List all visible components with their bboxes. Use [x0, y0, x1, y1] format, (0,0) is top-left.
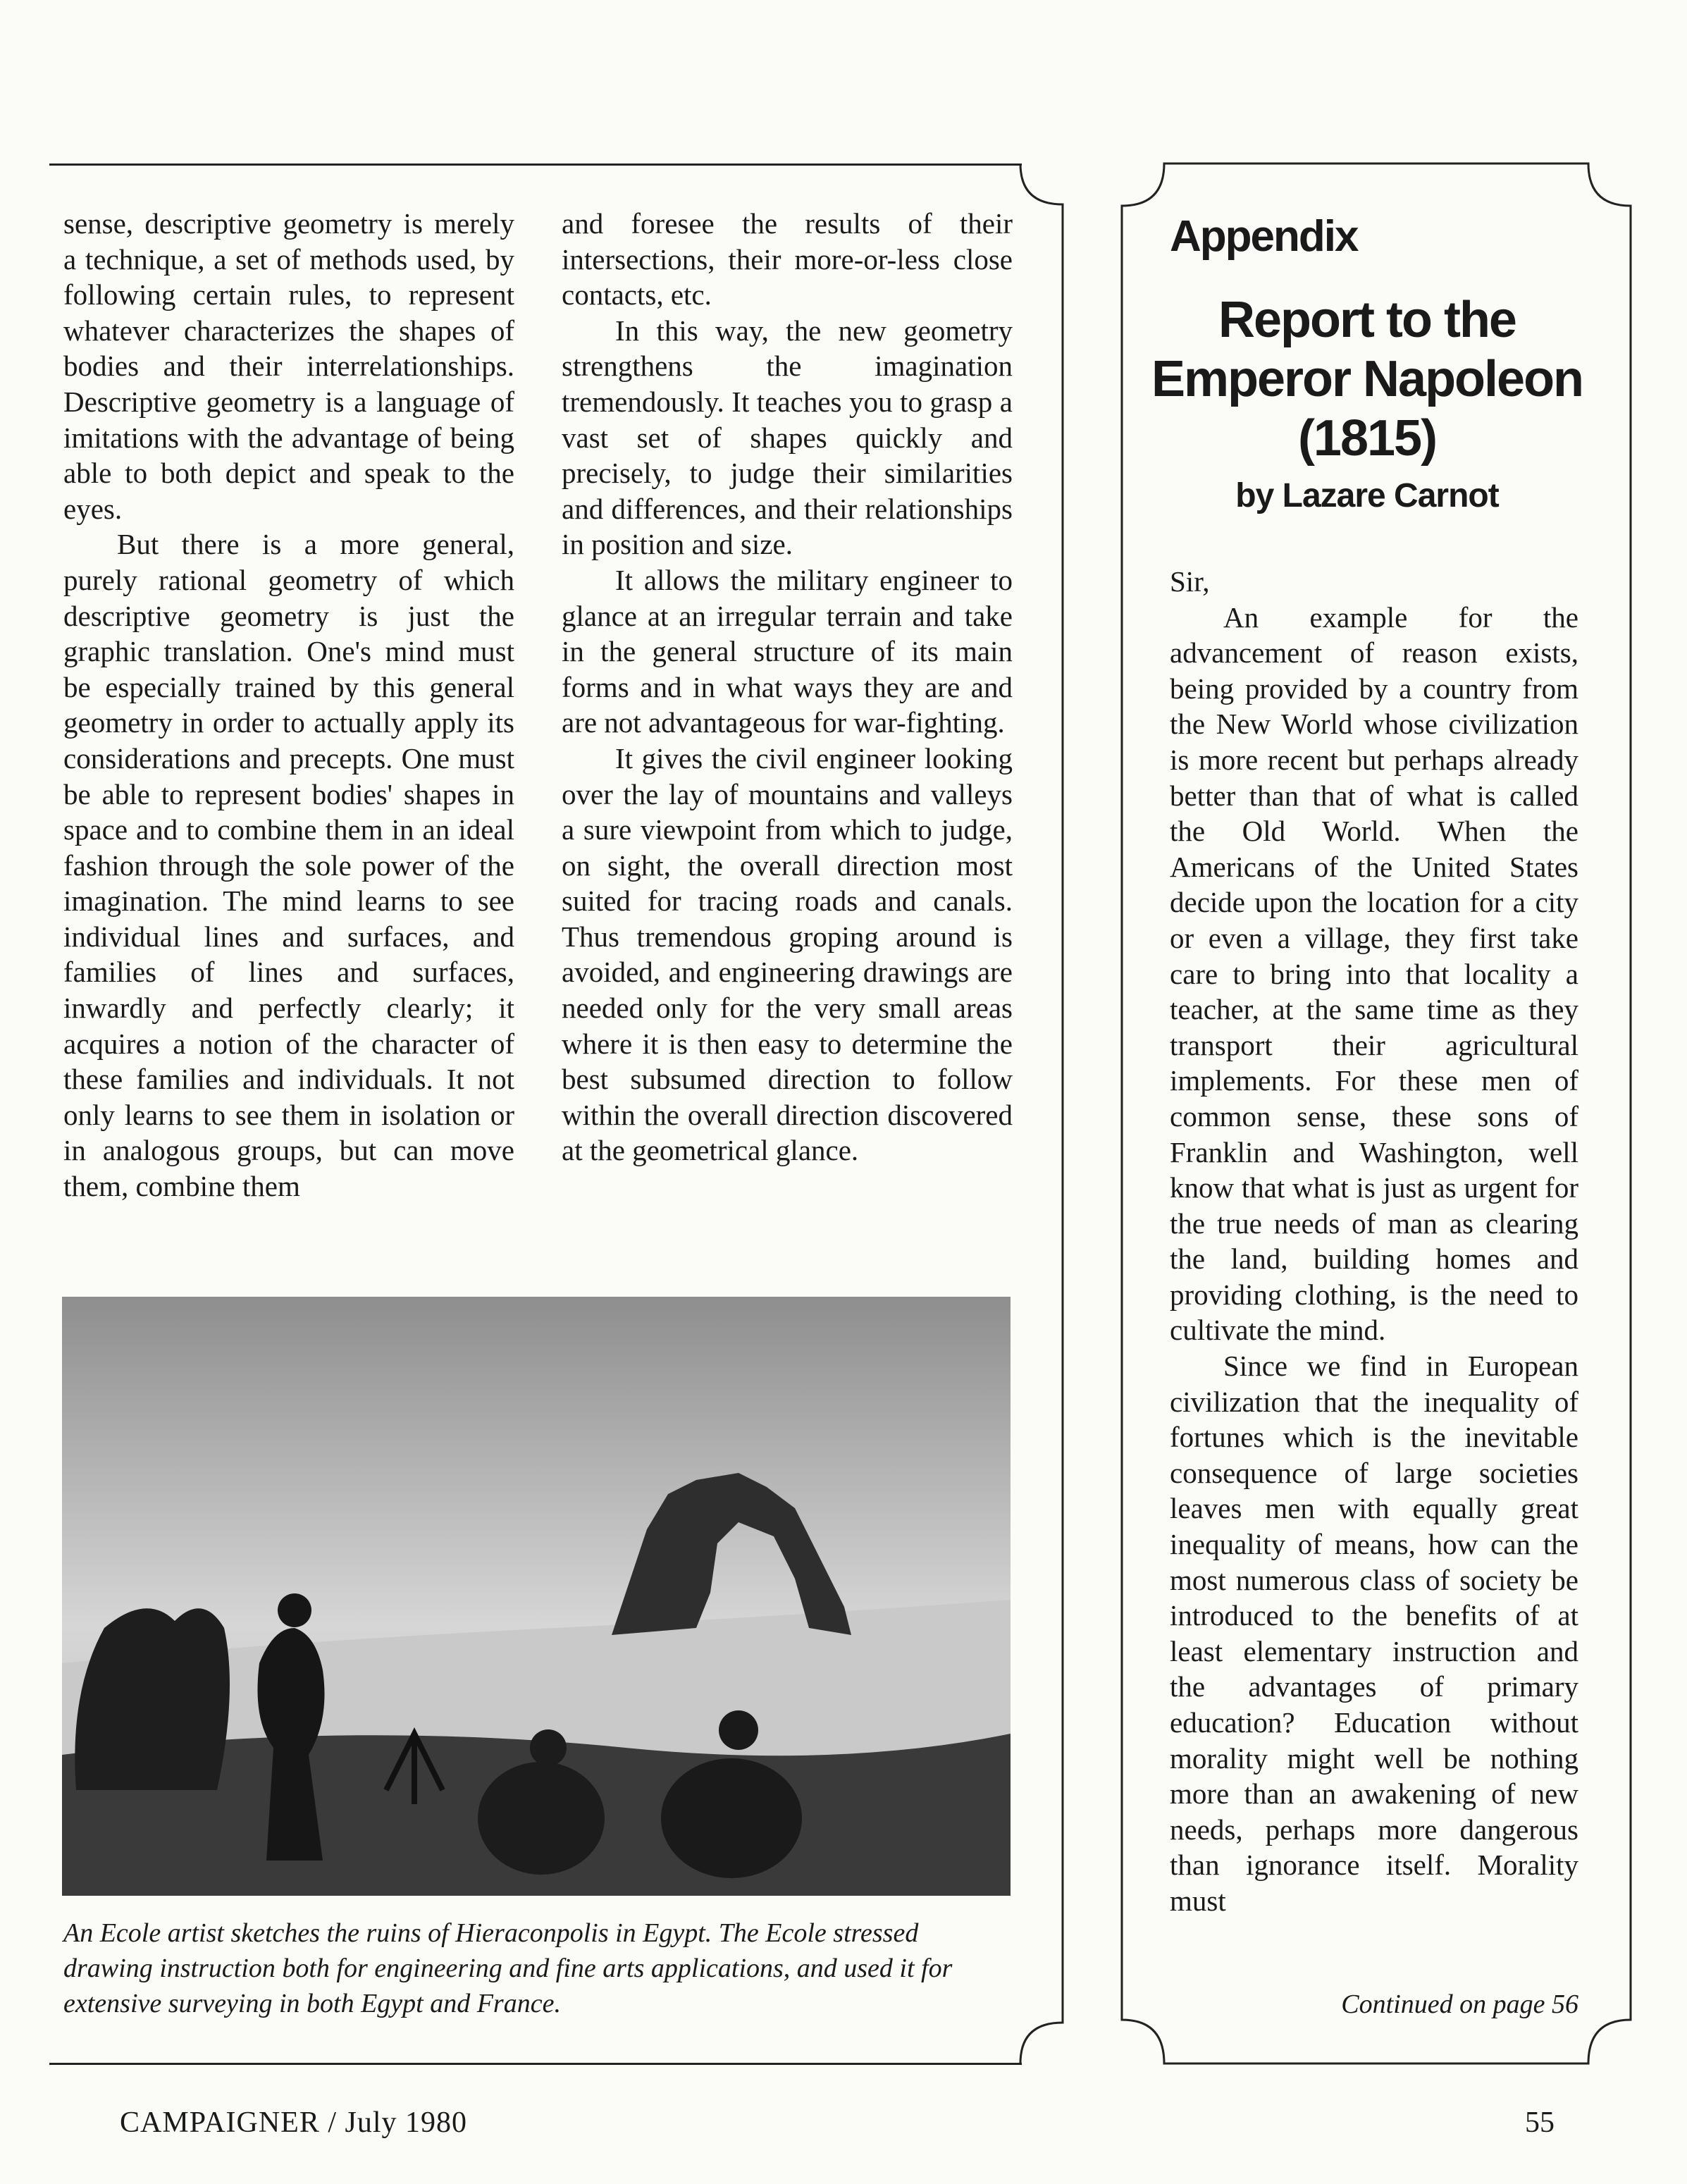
- col1-paragraph: sense, descriptive geometry is merely a technique, a set of methods used, by following certain rules, to represent whatever characterizes the shapes of bodies and their interrelationships. Descriptive geometry is a language of imitations with the advantage of being able to both depict and speak to the eyes.: [63, 207, 514, 525]
- col1-paragraph: But there is a more general, purely rational geometry of which descriptive geometry is just the graphic translation. One's mind must be especially trained by this general geometry in order to actually apply its considerations and precepts. One must be able to represent bodies' shapes in space and to combine them in an ideal fashion through the sole power of the imagination. The mind learns to see individual lines and surfaces, and families of lines and surfaces, inwardly and perfectly clearly; it acquires a notion of the character of these families and individuals. It not only learns to see them in isolation or in analogous groups, but can move them, combine them: [63, 528, 514, 1203]
- article-column-2: [562, 206, 1013, 1168]
- sidebar-title: Report to the Emperor Napoleon (1815): [1151, 292, 1583, 467]
- sketch-illustration: [62, 1297, 1011, 1896]
- continued-note: Continued on page 56: [1341, 1989, 1578, 2019]
- col2-paragraph: It allows the military engineer to glance at an irregular terrain and take in the general structure of its main forms and in what ways they are and are not advantageous for war-fighting.: [562, 563, 1013, 739]
- col2-paragraph: In this way, the new geometry strengthens the imagination tremendously. It teaches you to grasp a vast set of shapes quickly and precisely, to judge their similarities and differences, and their relationships in position and size.: [562, 314, 1013, 561]
- sidebar-column: [1170, 564, 1578, 1919]
- sidebar-paragraph: Since we find in European civilization that the inequality of fortunes which is the inevitable consequence of large societies leaves men with equally great inequality of means, how can the most numerous class of society be introduced to the benefits of at least elementary instruction and the advantages of primary education? Education without morality might well be nothing more than an awakening of new needs, perhaps more dangerous than ignorance itself. Morality must: [1170, 1350, 1578, 1917]
- illustration-caption: An Ecole artist sketches the ruins of Hieraconpolis in Egypt. The Ecole stressed drawing instruction both for engineering and fine arts applications, and used it for extensive surveying in both Egypt and France.: [63, 1918, 953, 2018]
- col2-paragraph: It gives the civil engineer looking over the lay of mountains and valleys a sure viewpoint from which to judge, on sight, the overall direction most suited for tracing roads and canals. Thus tremendous groping around is avoided, and engineering drawings are needed only for the very small areas where it is then easy to determine the best subsumed direction to follow within the overall direction discovered at the geometrical glance.: [562, 741, 1013, 1167]
- page-number: 55: [1525, 2106, 1555, 2139]
- sidebar-paragraph: An example for the advancement of reason exists, being provided by a country from the New World whose civilization is more recent but perhaps already better than that of what is called the Old World. When the Americans of the United States decide upon the location for a city or even a village, they first take care to bring into that locality a teacher, at the same time as they transport their agricultural implements. For these men of common sense, these sons of Franklin and Washington, well know that what is just as urgent for the true needs of man as clearing the land, building homes and providing clothing, is the need to cultivate the mind.: [1170, 600, 1578, 1347]
- col2-paragraph: and foresee the results of their intersections, their more-or-less close contacts, etc.: [562, 207, 1013, 311]
- salutation: Sir,: [1170, 565, 1210, 598]
- publication-footer: CAMPAIGNER / July 1980: [120, 2106, 468, 2139]
- article-column-1: [63, 206, 514, 1204]
- section-label: Appendix: [1170, 212, 1358, 261]
- sidebar-byline: by Lazare Carnot: [1235, 477, 1499, 514]
